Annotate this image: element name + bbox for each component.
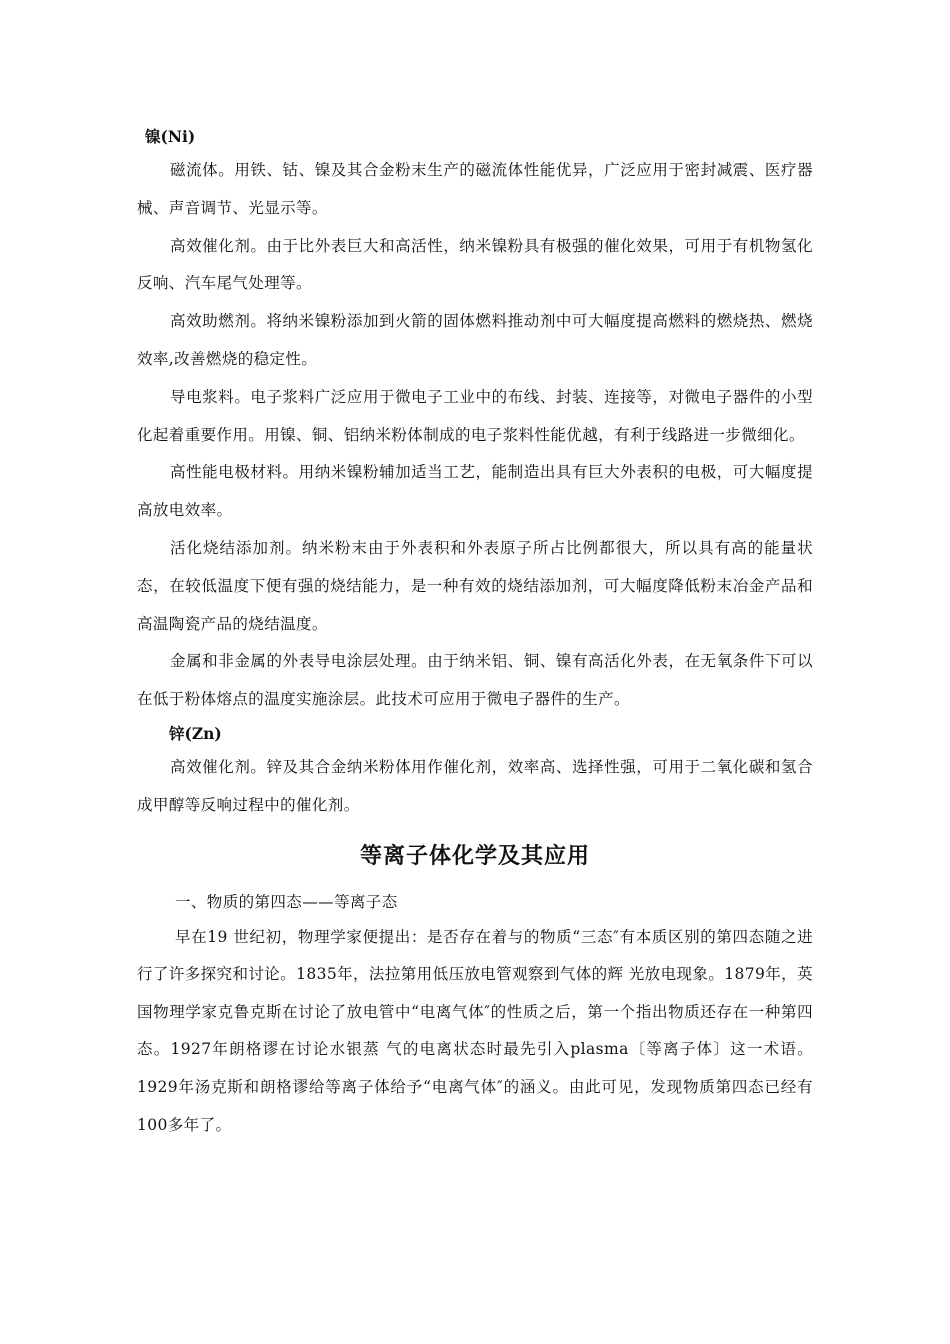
document-body xyxy=(137,122,813,1144)
section-title-plasma: 等离子体化学及其应用 xyxy=(359,843,590,869)
subheading-fourth-state: 一、物质的第四态——等离子态 xyxy=(175,892,398,911)
paragraph-zinc-catalyst: 高效催化剂。锌及其合金纳米粉体用作催化剂，效率高、选择性强，可用于二氧化碳和氢合成甲醇等反响过程中的催化剂。 xyxy=(137,757,813,814)
paragraph-conductive-paste: 导电浆料。电子浆料广泛应用于微电子工业中的布线、封装、连接等，对微电子器件的小型化起着重要作用。用镍、铜、铝纳米粉体制成的电子浆料性能优越，有利于线路进一步微细化。 xyxy=(137,387,813,444)
paragraph-plasma-history: 早在19 世纪初，物理学家便提出：是否存在着与的物质“三态″有本质区别的第四态随之进行了许多探究和讨论。1835年，法拉第用低压放电管观察到气体的辉 光放电现象。1879年，英国物理学家克鲁克斯在讨论了放电管中“电离气体″的性质之后，第一个指出物质还存在一种第四态。1927年朗格谬在讨论水银蒸 气的电离状态时最先引入plasma〔等离子体〕这一术语。1929年汤克斯和朗格谬给等离子体给予“电离气体″的涵义。由此可见，发现物质第四态已经有 100多年了。 xyxy=(137,927,813,1134)
section-heading-zinc: 锌(Zn) xyxy=(169,723,222,743)
paragraph-sintering-additive: 活化烧结添加剂。纳米粉末由于外表积和外表原子所占比例都很大，所以具有高的能量状态，在较低温度下便有强的烧结能力，是一种有效的烧结添加剂，可大幅度降低粉末冶金产品和高温陶瓷产品的烧结温度。 xyxy=(137,538,813,633)
paragraph-magnetic-fluid: 磁流体。用铁、钴、镍及其合金粉末生产的磁流体性能优异，广泛应用于密封减震、医疗器械、声音调节、光显示等。 xyxy=(137,161,813,217)
paragraph-catalyst: 高效催化剂。由于比外表巨大和高活性，纳米镍粉具有极强的催化效果，可用于有机物氢化反响、汽车尾气处理等。 xyxy=(137,236,813,293)
paragraph-combustion-aid: 高效助燃剂。将纳米镍粉添加到火箭的固体燃料推动剂中可大幅度提高燃料的燃烧热、燃烧效率,改善燃烧的稳定性。 xyxy=(137,312,813,368)
section-heading-nickel: 镍(Ni) xyxy=(145,127,196,146)
paragraph-conductive-coating: 金属和非金属的外表导电涂层处理。由于纳米铝、铜、镍有高活化外表，在无氧条件下可以在低于粉体熔点的温度实施涂层。此技术可应用于微电子器件的生产。 xyxy=(137,652,813,709)
paragraph-electrode-material: 高性能电极材料。用纳米镍粉辅加适当工艺，能制造出具有巨大外表积的电极，可大幅度提高放电效率。 xyxy=(137,463,813,520)
